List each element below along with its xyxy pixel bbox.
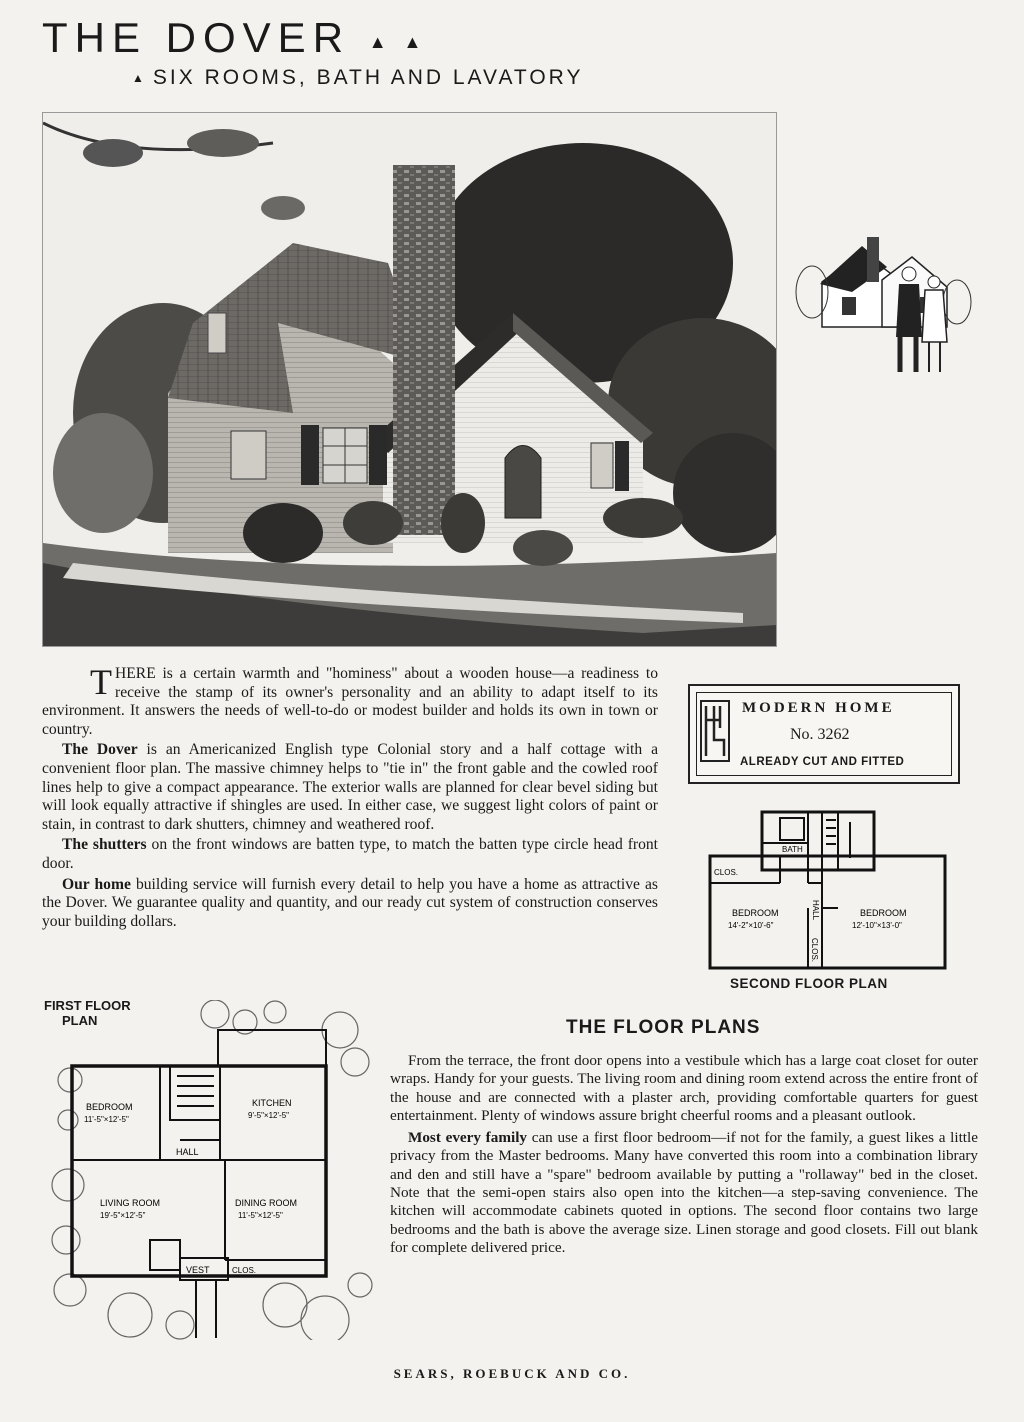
first-floor-bedroom-label: BEDROOM — [86, 1102, 133, 1112]
intro-paragraph-4: Our home building service will furnish every detail to help you have a home as attractive as the Dover. We guarantee quality and quantity, and our ready cut system of construction conserves your building dollars. — [42, 875, 658, 930]
drop-cap: T — [90, 662, 112, 702]
first-floor-hall-label: HALL — [176, 1147, 199, 1157]
subtitle-ornament: ▲ — [132, 71, 147, 85]
first-floor-closet-label: CLOS. — [232, 1266, 257, 1275]
first-floor-plan — [40, 1000, 374, 1340]
first-floor-kitchen-label: KITCHEN — [252, 1098, 292, 1108]
second-floor-bedroom-right-size: 12'-10"×13'-0" — [852, 921, 902, 930]
page-title: THE DOVER ▲ ▲ — [42, 14, 428, 61]
intro-paragraph-3: The shutters on the front windows are batten type, to match the batten type circle head front door. — [42, 836, 658, 872]
badge-logo-icon — [700, 700, 730, 762]
modern-home-badge — [688, 684, 960, 784]
second-floor-bedroom-right: BEDROOM — [860, 908, 907, 918]
floor-plans-heading: THE FLOOR PLANS — [566, 1017, 761, 1038]
badge-model-number: No. 3262 — [790, 726, 850, 743]
house-illustration — [42, 112, 777, 647]
couple-illustration — [792, 232, 974, 382]
second-floor-plan — [700, 808, 952, 976]
floor-plans-paragraph-1: From the terrace, the front door opens into a vestibule which has a large coat closet for outer wraps. Handy for your guests. The living room and dining room extend across the entire front of the house and are connected with a plaster arch, providing comfortable quarters for guest entertainment. Plenty of windows assure bright cheerful rooms and a pleasant outlook. — [390, 1052, 978, 1124]
publisher-footer: SEARS, ROEBUCK AND CO. — [393, 1366, 631, 1381]
title-ornament: ▲ ▲ — [368, 32, 428, 52]
second-floor-bath-label: BATH — [782, 845, 803, 854]
floor-plans-text — [390, 1052, 978, 1261]
first-floor-bedroom-size: 11'-5"×12'-5" — [84, 1115, 129, 1124]
second-floor-bedroom-left: BEDROOM — [732, 908, 779, 918]
first-floor-living-room-size: 19'-5"×12'-5" — [100, 1211, 146, 1220]
second-floor-closet-label-2: CLOS. — [810, 938, 819, 963]
first-floor-dining-room-label: DINING ROOM — [235, 1198, 297, 1208]
badge-title: MODERN HOME — [742, 700, 895, 716]
first-floor-kitchen-size: 9'-5"×12'-5" — [248, 1111, 289, 1120]
intro-text — [42, 662, 658, 933]
page-subtitle: ▲ SIX ROOMS, BATH AND LAVATORY — [132, 66, 584, 89]
second-floor-bedroom-left-size: 14'-2"×10'-6" — [728, 921, 774, 930]
badge-tagline: ALREADY CUT AND FITTED — [740, 756, 905, 768]
first-floor-dining-room-size: 11'-5"×12'-5" — [238, 1211, 283, 1220]
intro-paragraph-2: The Dover is an Americanized English type Colonial story and a half cottage with a convenient floor plan. The massive chimney helps to "tie in" the front gable and the cowled roof lines help to give a compact appearance. The exterior walls are planned for clear bevel siding but will look equally attractive if shingles are used. In either case, we suggest light colors of paint or stain, in contrast to dark shutters, chimney and weathered roof. — [42, 741, 658, 833]
first-floor-vestibule-label: VEST — [186, 1265, 210, 1275]
first-floor-living-room-label: LIVING ROOM — [100, 1198, 161, 1208]
second-floor-closet-label: CLOS. — [714, 868, 739, 877]
second-floor-hall-label: HALL — [811, 900, 820, 921]
floor-plans-paragraph-2: Most every family can use a first floor bedroom—if not for the family, a guest likes a little privacy from the Master bedrooms. Many have converted this room into a combination library and den and still have a "spare" bedroom available by putting a "rollaway" bed in the closet. Note that the semi-open stairs also open into the kitchen—a step-saving convenience. The kitchen will accommodate cabinets quoted in options. The second floor contains two large bedrooms and the bath is above the average size. Linen storage and good closets. Fill out blank for complete delivered price. — [390, 1129, 978, 1256]
second-floor-plan-caption: SECOND FLOOR PLAN — [730, 976, 888, 991]
intro-paragraph-1: THERE is a certain warmth and "hominess" about a wooden house—a readiness to receive the stamp of its owner's personality and an ability to adapt itself to its environment. It answers the needs of well-to-do or modest builder and holds its own in town or country. — [42, 662, 658, 738]
first-floor-plan-caption: FIRST FLOOR PLAN — [44, 998, 131, 1028]
